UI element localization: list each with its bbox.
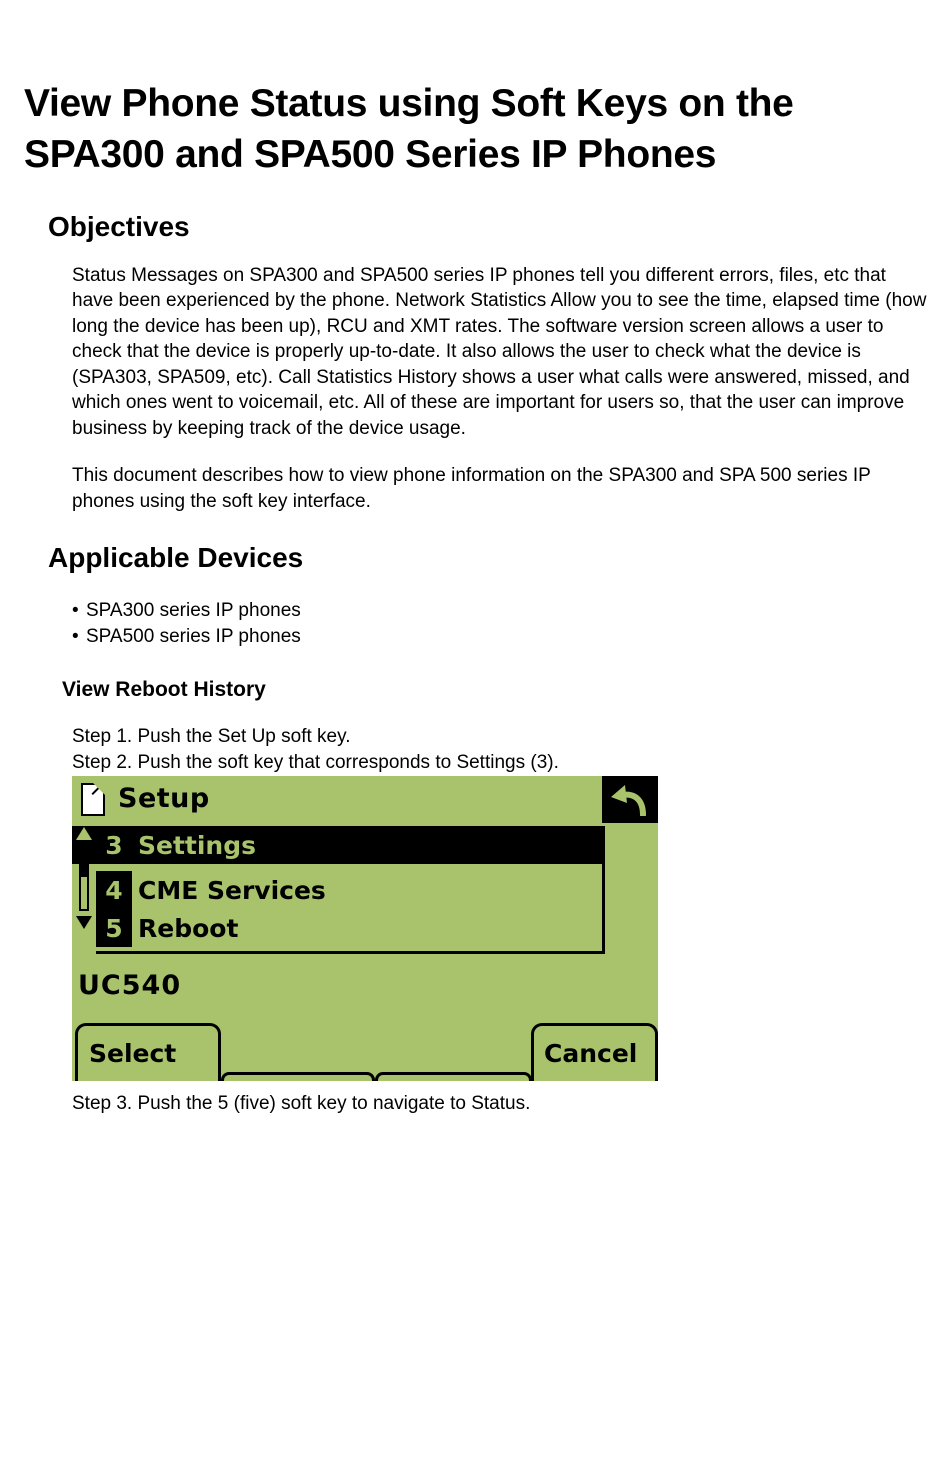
scrollbar-track xyxy=(79,845,89,911)
objectives-heading: Objectives xyxy=(48,210,190,242)
device-list xyxy=(0,598,950,650)
applicable-devices-heading: Applicable Devices xyxy=(48,542,304,574)
softkey-middle-left-partial xyxy=(221,1072,375,1081)
softkey-cancel: Cancel xyxy=(531,1023,658,1081)
scrollbar-thumb xyxy=(81,847,87,877)
objectives-paragraph-2: This document describes how to view phone information on the SPA300 and SPA 500 series IP phones using the soft key interface. xyxy=(72,465,871,512)
menu-item-number: 4 xyxy=(96,871,132,909)
list-item xyxy=(72,624,950,650)
steps xyxy=(0,724,950,775)
setup-menu xyxy=(72,826,605,954)
softkey-middle-right-partial xyxy=(375,1072,532,1081)
menu-item-label: Reboot xyxy=(138,913,239,943)
menu-item-cme-services xyxy=(96,871,602,909)
softkey-select: Select xyxy=(75,1023,221,1081)
screen-title: Setup xyxy=(118,783,210,815)
menu-item-settings xyxy=(72,826,605,864)
menu-item-number: 3 xyxy=(105,830,123,860)
list-item xyxy=(72,598,950,624)
step-2-text: Step 2. Push the soft key that corresponds to Settings (3). xyxy=(72,751,559,773)
view-reboot-history-heading: View Reboot History xyxy=(62,678,266,702)
menu-item-label: Settings xyxy=(138,830,257,860)
scroll-down-icon xyxy=(76,916,92,929)
menu-item-label: CME Services xyxy=(138,875,326,905)
menu-box xyxy=(96,864,605,954)
menu-item-number: 5 xyxy=(96,909,132,947)
document-icon xyxy=(81,783,105,816)
step-3-text: Step 3. Push the 5 (five) soft key to navigate to Status. xyxy=(72,1093,531,1115)
document-icon-corner xyxy=(93,783,105,795)
device-item-label: SPA300 series IP phones xyxy=(86,600,301,622)
phone-screen-image xyxy=(72,776,658,1081)
scrollbar xyxy=(76,827,92,942)
bullet-icon: • xyxy=(72,600,79,622)
objectives-paragraph-1: Status Messages on SPA300 and SPA500 series IP phones tell you different errors, files, etc that have been experienced by the phone. Network Statistics Allow you to see the time, elapsed time (how long the device has been up), RCU and XMT rates. The software version screen allows a user to check that the device is properly up-to-date. It also allows the user to check what the device is (SPA303, SPA509, etc). Call Statistics History shows a user what calls were answered, missed, and which ones went to voicemail, etc. All of these are important for users so, that the user can improve business by keeping track of the device usage. xyxy=(72,264,927,439)
offhook-arrow-icon xyxy=(602,776,658,823)
bullet-icon: • xyxy=(72,626,79,648)
device-item-label: SPA500 series IP phones xyxy=(86,626,301,648)
status-line: UC540 xyxy=(78,970,182,1002)
step-1-text: Step 1. Push the Set Up soft key. xyxy=(72,726,351,748)
page-title: View Phone Status using Soft Keys on the SPA300 and SPA500 Series IP Phones xyxy=(24,82,794,177)
scroll-up-icon xyxy=(76,827,92,840)
menu-item-reboot xyxy=(96,909,602,947)
